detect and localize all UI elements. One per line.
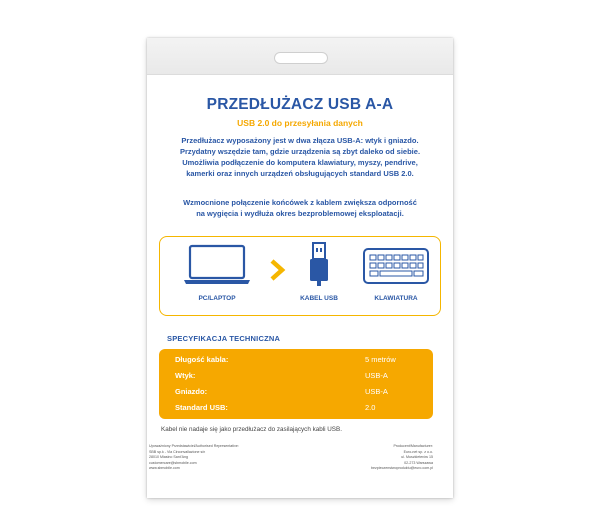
laptop-icon [182,243,252,292]
footer-line: Producent/Manufacturer: [393,444,433,448]
footer-manufacturer [313,444,433,472]
icon-label-laptop: PC/LAPTOP [198,295,236,302]
spec-value: USB-A [365,387,388,396]
spec-row [175,403,425,417]
product-package [147,38,453,498]
spec-key: Długość kabla: [175,355,229,364]
icon-label-usb: KABEL USB [300,295,338,302]
footer-line: customercare@sbmobile.com [149,460,197,465]
footer-line: 28010 Miasino Sant’Ang [149,455,188,460]
description-line: na wygięcia i wydłuża okres bezproblemowej eksploatacji. [196,209,404,218]
footer-line: 02-273 Warszawa [404,460,433,465]
description-line: Umożliwia podłączenie do komputera klawiatury, myszy, pendrive, [182,158,418,167]
footer-representative [149,444,289,472]
description-line: kamerki oraz innych urządzeń obsługujących standard USB 2.0. [186,169,414,178]
footer-line: Euro-net sp. z o.o. [403,449,433,454]
icon-label-keyboard: KLAWIATURA [374,295,418,302]
spec-value: 2.0 [365,403,376,412]
product-description [159,135,441,179]
warning-note: Kabel nie nadaje się jako przedłużacz do zasilających kabli USB. [161,426,342,433]
spec-table [159,349,433,419]
spec-row [175,387,425,401]
footer-line: Upoważniony Przedstawiciel/Authorised Representative: [149,444,239,448]
spec-title: SPECYFIKACJA TECHNICZNA [167,334,281,343]
spec-value: 5 metrów [365,355,396,364]
spec-key: Gniazdo: [175,387,208,396]
spec-row [175,371,425,385]
description-line: Wzmocnione połączenie końcówek z kablem zwiększa odporność [183,198,417,207]
footer-line: ul. Muszkieterów 15 [401,455,433,460]
product-title: PRZEDŁUŻACZ USB A-A [206,96,394,113]
product-subtitle: USB 2.0 do przesyłania danych [237,118,363,128]
package-hanger [147,38,453,75]
hang-hole [274,52,328,64]
product-description-2 [159,197,441,219]
spec-value: USB-A [365,371,388,380]
footer-line: SBB sp.k - Via Circonvallazione s/n [149,449,206,454]
keyboard-icon [362,247,430,290]
footer-line: bezpieczenstwoproduktu@euro.com.pl [371,466,433,471]
spec-key: Wtyk: [175,371,196,380]
description-line: Przedłużacz wyposażony jest w dwa złącza USB-A: wtyk i gniazdo. [181,136,419,145]
description-line: Przydatny wszędzie tam, gdzie urządzenia są zbyt daleko od siebie. [179,147,421,156]
usb-plug-icon [306,241,332,292]
footer-line: www.sbmobile.com [149,466,180,471]
chevron-right-icon [270,259,286,286]
compatibility-box [159,236,441,316]
spec-row [175,355,425,369]
spec-key: Standard USB: [175,403,228,412]
